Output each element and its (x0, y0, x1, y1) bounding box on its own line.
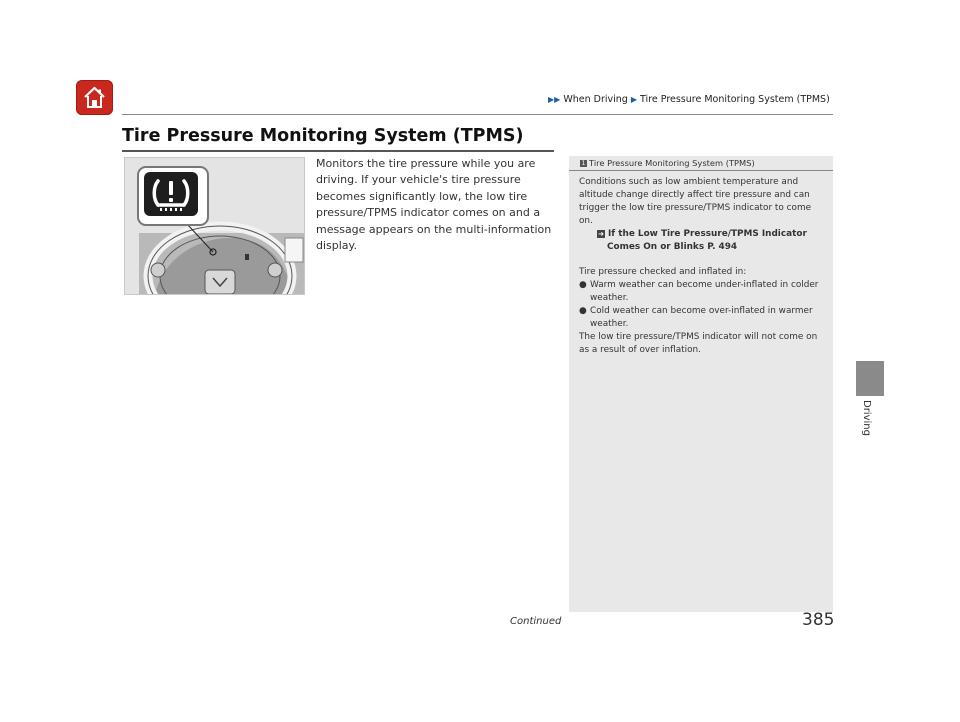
cross-reference-link[interactable] (597, 228, 825, 241)
intro-paragraph: Monitors the tire pressure while you are driving. If your vehicle's tire pressure becomes significantly low, the low tire pressure/TPMS indicator comes on and a message appears on the multi-information display. (316, 157, 552, 253)
checked-heading: Tire pressure checked and inflated in: (579, 267, 747, 278)
page-title: Tire Pressure Monitoring System (TPMS) (122, 126, 524, 146)
note-marker-icon: 1 (581, 160, 586, 167)
breadcrumb-arrow-icon: ▶▶ (548, 95, 561, 104)
continued-label: Continued (510, 616, 562, 627)
sidebar-body (579, 176, 825, 357)
list-item (579, 305, 825, 331)
tpms-warning-icon (144, 172, 198, 216)
home-button[interactable] (76, 80, 113, 115)
breadcrumb (548, 94, 830, 105)
section-tab[interactable] (856, 361, 884, 396)
xref-title-line1[interactable]: If the Low Tire Pressure/TPMS Indicator (608, 228, 807, 239)
list-item-text: Cold weather can become over-inflated in warmer weather. (590, 306, 813, 330)
list-item-text: Warm weather can become under-inflated in colder weather. (590, 280, 819, 304)
xref-title-line2[interactable]: Comes On or Blinks (607, 241, 705, 252)
header-divider (122, 114, 833, 115)
cross-reference-icon: ➜ (598, 229, 604, 238)
bullet-icon: ● (579, 280, 587, 291)
page-number: 385 (802, 610, 835, 630)
xref-page[interactable]: P. 494 (707, 241, 738, 252)
sidebar-heading-text: Tire Pressure Monitoring System (TPMS) (589, 158, 755, 168)
cross-reference-link-line2[interactable] (607, 241, 825, 254)
title-divider (122, 150, 554, 152)
section-tab-label[interactable]: Driving (861, 400, 872, 436)
list-item (579, 279, 825, 305)
sidebar-paragraph: Conditions such as low ambient temperature and altitude change directly affect tire pressure and can trigger the low tire pressure/TPMS indicator to come on. (579, 177, 812, 226)
breadcrumb-arrow-icon: ▶ (630, 95, 638, 104)
breadcrumb-item-tpms[interactable]: Tire Pressure Monitoring System (TPMS) (640, 94, 830, 105)
tpms-callout (137, 166, 209, 226)
closing-paragraph: The low tire pressure/TPMS indicator will not come on as a result of over inflation. (579, 331, 818, 355)
home-icon (82, 85, 107, 110)
sidebar-note (569, 156, 833, 612)
sidebar-heading (569, 156, 833, 171)
bullet-icon: ● (579, 306, 587, 317)
breadcrumb-item-when-driving[interactable]: When Driving (563, 94, 628, 105)
dashboard-figure (124, 157, 305, 295)
